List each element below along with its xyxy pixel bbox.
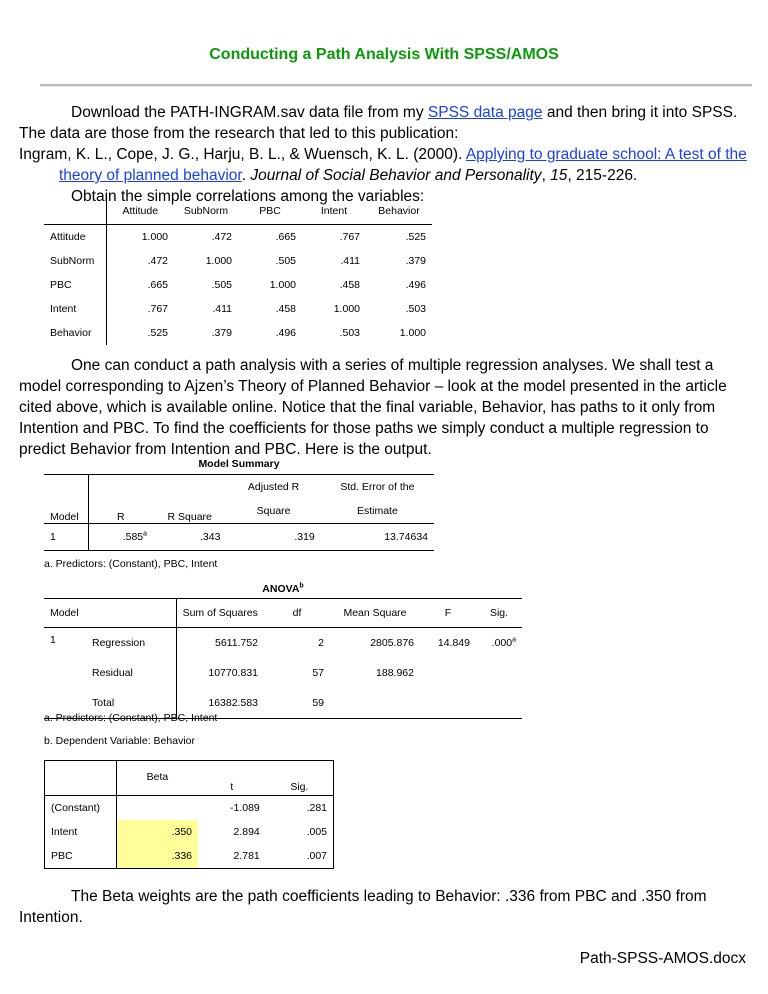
document-filename: Path-SPSS-AMOS.docx [579, 950, 746, 967]
intro-text-1: Download the PATH-INGRAM.sav data file from my [71, 104, 428, 121]
citation-volume: 15 [550, 167, 568, 184]
coefficients-table [44, 760, 334, 869]
row-label: Intent [44, 297, 106, 321]
conclusion-paragraph [19, 886, 745, 928]
cell: 1.000 [333, 303, 360, 315]
cell: 2805.876 [370, 637, 414, 649]
header-sum-of-squares: Sum of Squares [182, 607, 258, 619]
intro-paragraph [19, 102, 745, 144]
row-label: PBC [45, 844, 117, 869]
title-divider [40, 84, 752, 87]
cell [420, 658, 476, 688]
cell: .496 [405, 279, 426, 291]
anova-table [44, 598, 522, 719]
header-intent: Intent [320, 204, 348, 217]
model-number: 1 [44, 524, 88, 551]
table-row [44, 628, 522, 659]
r-footnote: a [143, 530, 148, 538]
citation-authors: Ingram, K. L., Cope, J. G., Harju, B. L., & Wuensch, K. L. (2000). [19, 146, 466, 163]
obtain-text: Obtain the simple correlations among the variables: [71, 188, 425, 205]
cell: .411 [340, 255, 360, 267]
row-label: Total [86, 688, 176, 719]
cell: .458 [339, 279, 360, 291]
intro-text-2: and then bring it into SPSS. The data are those from the research that led to this publication: [19, 104, 738, 142]
cell [476, 688, 522, 719]
header-f: F [444, 607, 452, 619]
row-label: Residual [86, 658, 176, 688]
citation-article-link[interactable]: Applying to graduate school: A test of the theory of planned behavior [59, 146, 747, 184]
cell: 1.000 [399, 327, 426, 339]
header-pbc: PBC [259, 204, 281, 217]
beta-cell-highlighted: .336 [116, 844, 198, 869]
model-summary-note: a. Predictors: (Constant), PBC, Intent [44, 558, 218, 570]
cell: 188.962 [376, 667, 414, 679]
cell: .379 [405, 255, 426, 267]
anova-title-footnote: b [299, 582, 304, 590]
regression-paragraph [19, 355, 745, 460]
row-label: (Constant) [45, 796, 117, 821]
cell: 1.000 [205, 255, 232, 267]
row-label: Attitude [44, 225, 106, 250]
cell: .503 [339, 327, 360, 339]
header-model: Model [44, 475, 88, 524]
anova-title [44, 583, 522, 595]
header-t: t [230, 781, 234, 793]
correlation-header-row [44, 197, 432, 225]
header-se-1: Std. Error of the [340, 481, 415, 493]
cell: .472 [147, 255, 168, 267]
header-model: Model [44, 599, 176, 628]
cell: .525 [147, 327, 168, 339]
table-row [45, 820, 334, 844]
cell [420, 688, 476, 719]
cell: .767 [339, 231, 360, 243]
sig-cell: .007 [306, 850, 327, 862]
table-row [44, 273, 432, 297]
beta-cell-highlighted: .350 [116, 820, 198, 844]
header-behavior: Behavior [378, 204, 420, 217]
header-sig: Sig. [290, 781, 309, 793]
t-cell: 2.894 [233, 826, 260, 838]
cell: .496 [275, 327, 296, 339]
header-r-square: R Square [167, 511, 212, 523]
cell: .379 [211, 327, 232, 339]
anova-title-text: ANOVA [262, 583, 300, 595]
model-summary-title: Model Summary [198, 458, 280, 470]
header-sig: Sig. [489, 607, 509, 619]
cell: .525 [405, 231, 426, 243]
table-row [45, 844, 334, 869]
cell: 1.000 [269, 279, 296, 291]
header-adjusted-2: Square [256, 505, 291, 517]
header-df: df [292, 607, 302, 619]
header-row [44, 475, 434, 500]
row-label: Intent [45, 820, 117, 844]
beta-cell [116, 796, 198, 821]
header-row [44, 599, 522, 628]
cell: 5611.752 [214, 637, 258, 649]
spss-data-page-link[interactable]: SPSS data page [427, 104, 543, 121]
cell: 14.849 [437, 637, 470, 649]
citation-pages: , 215-226. [567, 167, 638, 184]
table-row [44, 524, 434, 551]
citation-separator: . [241, 167, 251, 184]
table-row [44, 249, 432, 273]
table-row [45, 796, 334, 821]
header-se-2: Estimate [356, 505, 398, 517]
model-number: 1 [50, 634, 56, 646]
table-row [44, 297, 432, 321]
header-beta: Beta [146, 771, 169, 783]
cell: 57 [312, 667, 324, 679]
cell [476, 658, 522, 688]
cell: .458 [275, 303, 296, 315]
sig-value: .000 [491, 637, 513, 649]
r-square-value: .343 [199, 531, 221, 543]
citation-comma: , [541, 167, 551, 184]
anova-note-a: a. Predictors: (Constant), PBC, Intent [44, 712, 218, 724]
cell: 59 [312, 697, 324, 709]
std-error-value: 13.74634 [384, 531, 428, 543]
model-summary-table [44, 474, 434, 551]
row-label: Behavior [44, 321, 106, 345]
row-label: Regression [86, 628, 176, 659]
cell: .665 [147, 279, 168, 291]
sig-footnote: a [512, 636, 516, 644]
cell: .767 [147, 303, 168, 315]
t-cell: -1.089 [229, 802, 260, 814]
row-label: PBC [44, 273, 106, 297]
cell [476, 628, 522, 659]
sig-cell: .005 [306, 826, 327, 838]
anova-note-b: b. Dependent Variable: Behavior [44, 735, 195, 747]
cell: .505 [211, 279, 232, 291]
page-title: Conducting a Path Analysis With SPSS/AMOS [209, 46, 559, 63]
t-cell: 2.781 [233, 850, 260, 862]
citation-journal: Journal of Social Behavior and Personality [250, 167, 542, 184]
table-row [44, 658, 522, 688]
cell: 1.000 [141, 231, 168, 243]
header-row [45, 761, 334, 796]
cell: 2 [318, 637, 324, 649]
row-label: SubNorm [44, 249, 106, 273]
r-value [88, 524, 153, 551]
cell: 10770.831 [208, 667, 258, 679]
header-mean-square: Mean Square [343, 607, 407, 619]
header-r: R [116, 511, 125, 523]
cell: .503 [405, 303, 426, 315]
cell: .505 [275, 255, 296, 267]
header-adjusted-1: Adjusted R [247, 481, 300, 493]
conclusion-text: The Beta weights are the path coefficients leading to Behavior: .336 from PBC and .350 from Intention. [19, 888, 707, 926]
sig-cell: .281 [306, 802, 327, 814]
cell: 16382.583 [208, 697, 258, 709]
cell: .472 [211, 231, 232, 243]
regression-text: One can conduct a path analysis with a series of multiple regression analyses. We shall test a model corresponding to Ajzen’s Theory of Planned Behavior – look at the model presented in the article cited above, which is available online. Notice that the final variable, Behavior, has paths to it only from Intention and PBC. To find the coefficients for those paths we simply conduct a multiple regression to predict Behavior from Intention and PBC. Here is the output. [19, 357, 727, 458]
table-row [44, 321, 432, 345]
correlation-table [44, 197, 432, 345]
table-row [44, 225, 432, 250]
cell: .665 [275, 231, 296, 243]
corner-cell [44, 197, 106, 225]
citation [19, 144, 768, 186]
header-attitude: Attitude [122, 204, 159, 217]
corner-cell [45, 761, 117, 796]
adjusted-r-square-value: .319 [294, 531, 315, 543]
cell [330, 688, 420, 719]
r-value-text: .585 [122, 531, 144, 543]
cell: .411 [212, 303, 232, 315]
header-subnorm: SubNorm [183, 204, 229, 217]
